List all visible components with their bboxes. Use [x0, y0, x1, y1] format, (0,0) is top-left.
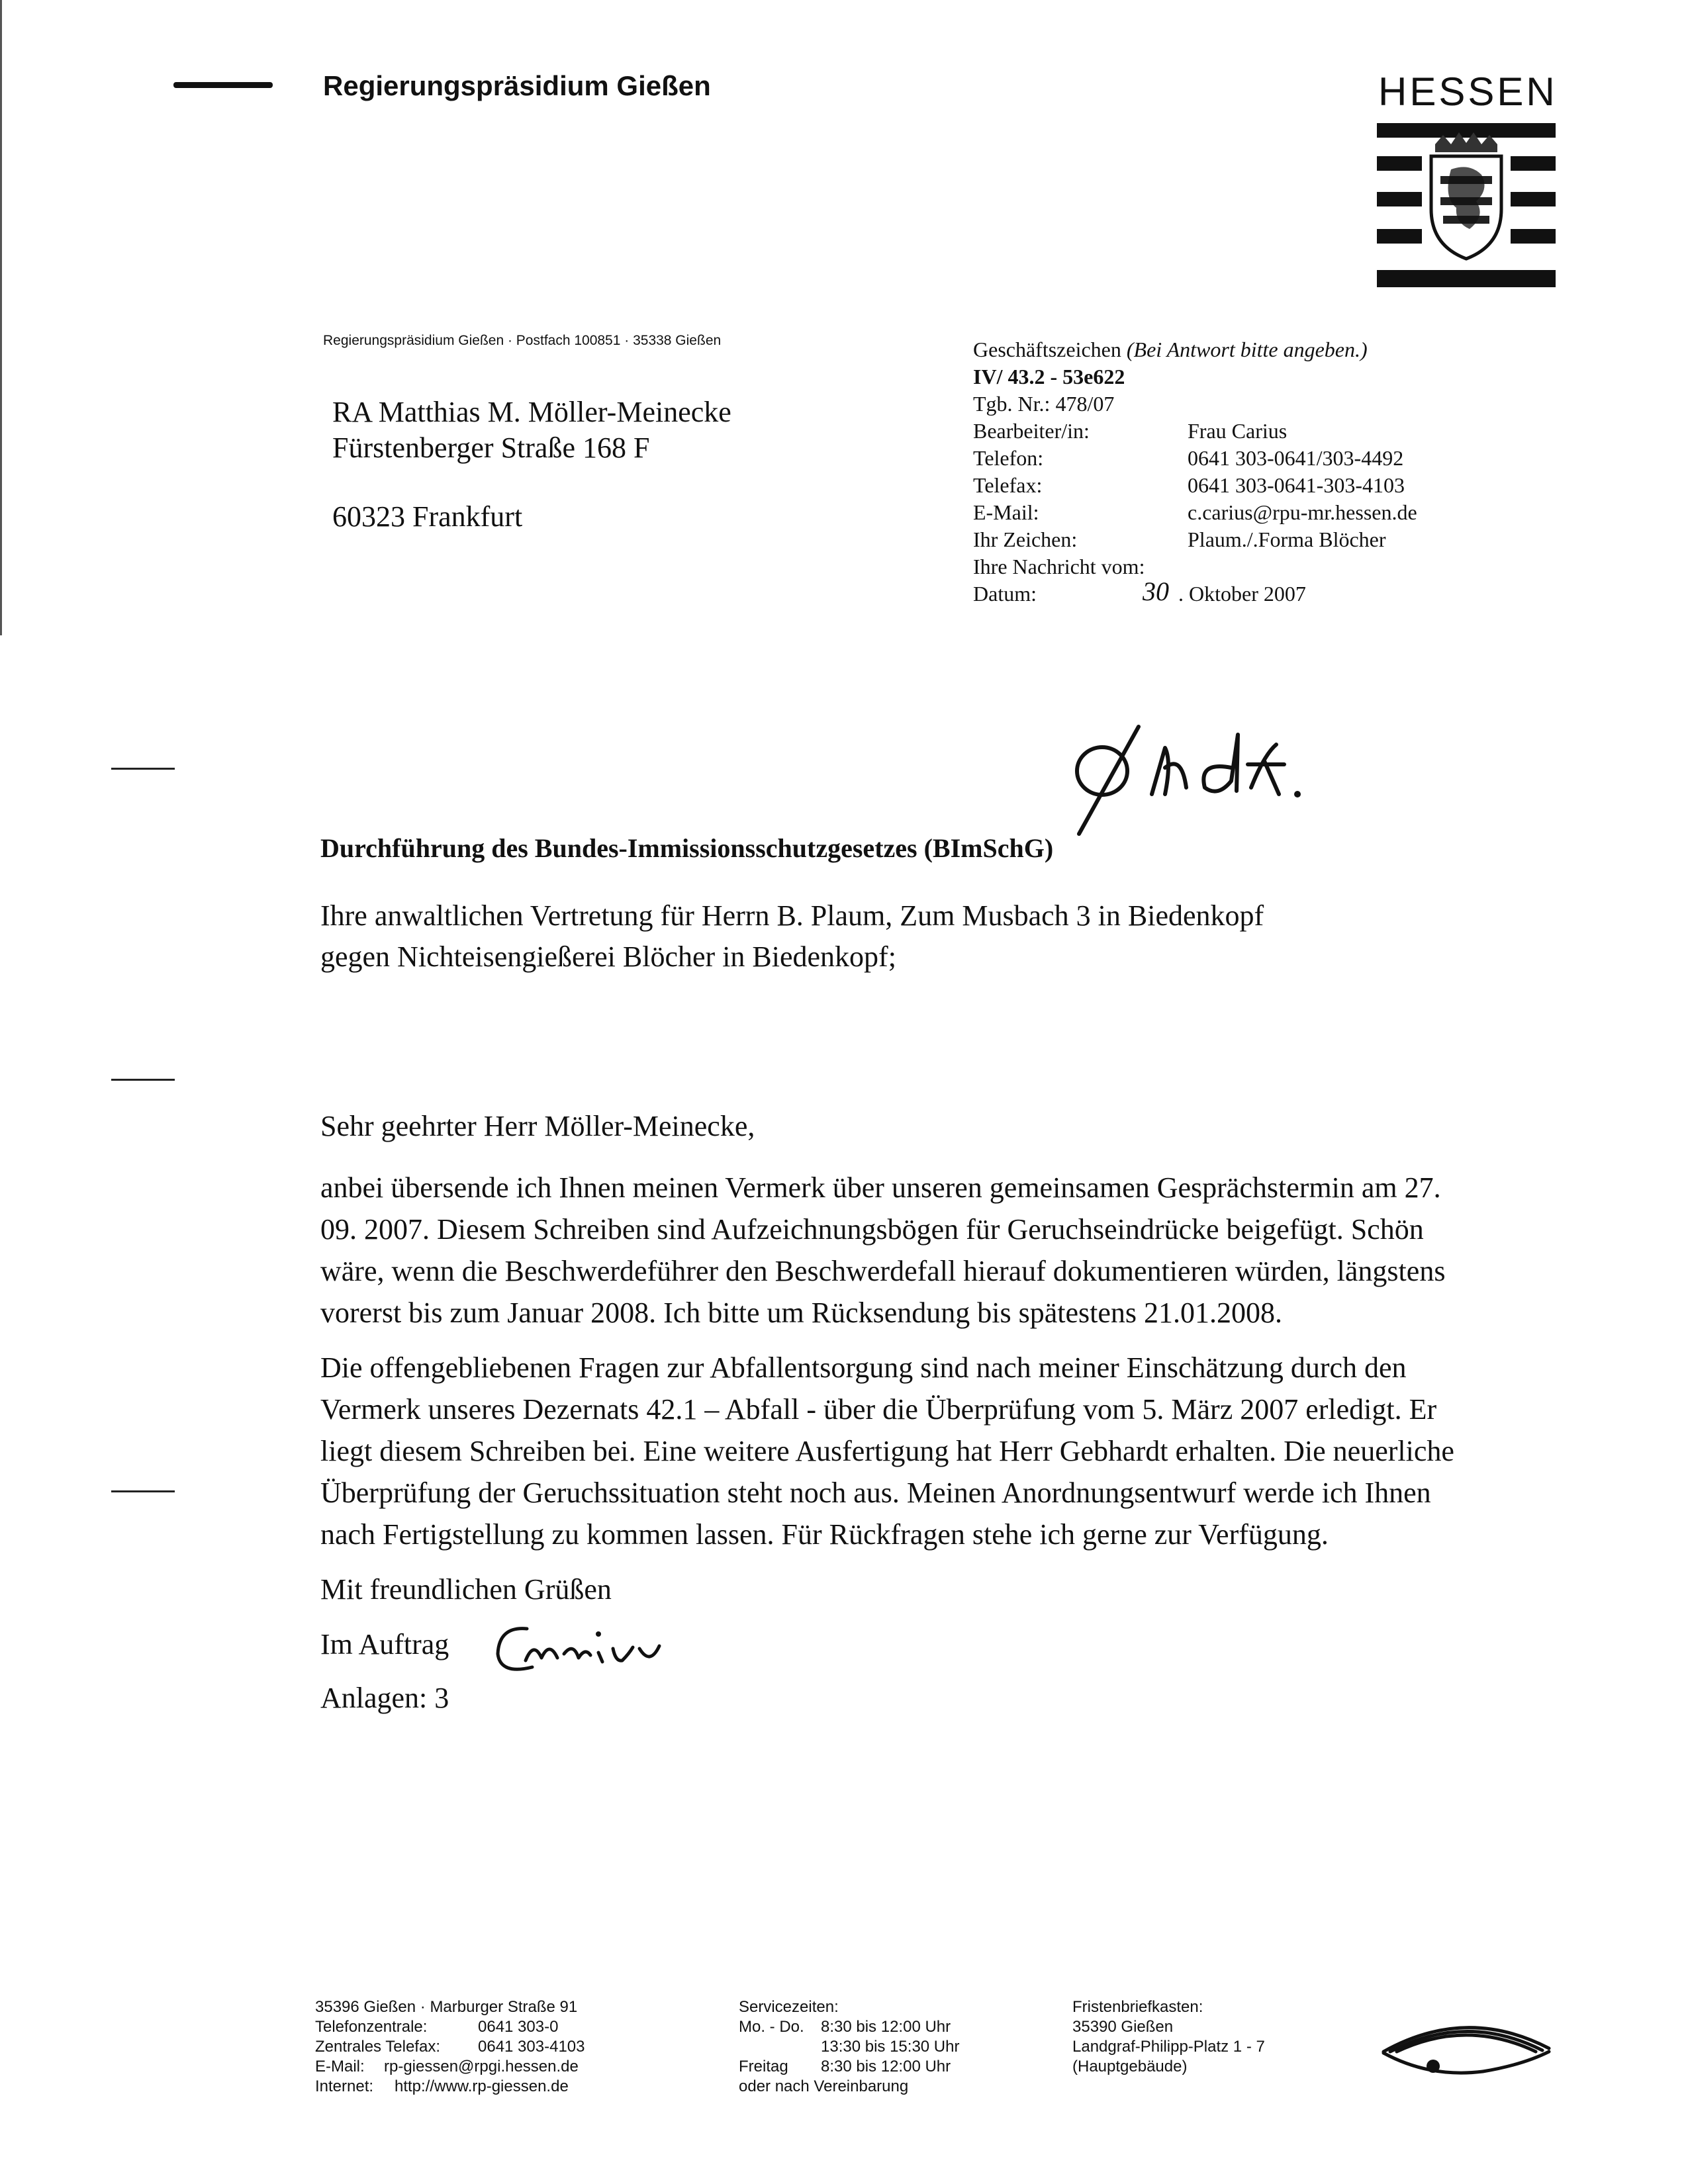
signature-row	[320, 1623, 1459, 1665]
date-row	[973, 576, 1635, 608]
reference-row-label: Ihre Nachricht vom:	[973, 555, 1145, 578]
body-paragraph: Die offengebliebenen Fragen zur Abfallentsorgung sind nach meiner Einschätzung durch den Vermerk unseres Dezernats 42.1 – Abfall - über die Überprüfung vom 5. März 2007 erledigt. Er liegt diesem Schreiben bei. Eine weitere Ausfertigung hat Herr Gebhardt erhalten. Die neuerliche Überprüfung der Geruchssituation steht noch aus. Meinen Anordnungsentwurf werde ich Ihnen nach Fertigstellung zu kommen lassen. Für Rückfragen stehe ich gerne zur Verfügung.	[320, 1351, 1454, 1551]
recipient-address	[332, 394, 731, 535]
service-note: oder nach Vereinbarung	[739, 2077, 909, 2095]
footer-contact-column	[315, 1997, 585, 2097]
date-month-year: . Oktober 2007	[1178, 582, 1306, 606]
footer-address: 35396 Gießen · Marburger Straße 91	[315, 1998, 578, 2016]
service-day: Freitag	[739, 2058, 788, 2075]
reference-hint: (Bei Antwort bitte angeben.)	[1126, 338, 1368, 361]
reference-row-label: Telefon:	[973, 446, 1044, 470]
return-address-line: Regierungspräsidium Gießen · Postfach 100851 · 35338 Gießen	[323, 333, 722, 348]
closing: Mit freundlichen Grüßen	[320, 1573, 612, 1606]
footer-contact-row	[315, 2037, 585, 2057]
service-day: Mo. - Do.	[739, 2018, 804, 2036]
footer-contact-value: 0641 303-0	[478, 2018, 559, 2036]
reference-row	[973, 472, 1635, 499]
hessen-eye-logo-icon	[1377, 2012, 1556, 2091]
date-day-handwritten: 30	[1143, 576, 1169, 606]
scan-edge-line	[0, 0, 2, 635]
fold-mark	[111, 1490, 175, 1492]
mailbox-city: 35390 Gießen	[1072, 2018, 1174, 2036]
footer-mailbox-column	[1072, 1997, 1265, 2077]
reference-row-value: 0641 303-0641-303-4103	[1188, 473, 1405, 497]
footer-contact-value: http://www.rp-giessen.de	[395, 2077, 569, 2095]
body-paragraph: anbei übersende ich Ihnen meinen Vermerk über unseren gemeinsamen Gesprächstermin am 27. 09. 2007. Diesem Schreiben sind Aufzeichnungsbögen für Geruchseindrücke beigefügt. Schön wäre, wenn die Beschwerdeführer den Beschwerdefall hierauf dokumentieren würden, längstens vorerst bis zum Januar 2008. Ich bitte um Rücksendung bis spätestens 21.01.2008.	[320, 1171, 1446, 1329]
recipient-name: RA Matthias M. Möller-Meinecke	[332, 396, 731, 428]
reference-row-label: E-Mail:	[973, 500, 1039, 524]
footer-contact-label: Telefonzentrale:	[315, 2018, 428, 2036]
footer-contact-value: 0641 303-4103	[478, 2038, 585, 2056]
state-name: HESSEN	[1378, 69, 1558, 114]
reference-row	[973, 445, 1635, 472]
reference-row-value: Frau Carius	[1188, 419, 1288, 443]
reference-row-label: Bearbeiter/in:	[973, 419, 1090, 443]
fold-mark	[111, 1079, 175, 1081]
footer-service-column	[739, 1997, 960, 2097]
case-line: Ihre anwaltlichen Vertretung für Herrn B. Plaum, Zum Musbach 3 in Biedenkopf	[320, 899, 1264, 932]
service-time: 8:30 bis 12:00 Uhr	[821, 2058, 951, 2075]
mailbox-title: Fristenbriefkasten:	[1072, 1998, 1203, 2016]
service-title: Servicezeiten:	[739, 1998, 839, 2016]
tgb-number: Tgb. Nr.: 478/07	[973, 392, 1115, 416]
footer-contact-label: E-Mail:	[315, 2058, 365, 2075]
service-row	[739, 2037, 960, 2057]
case-description	[320, 895, 1264, 978]
service-time: 8:30 bis 12:00 Uhr	[821, 2018, 951, 2036]
header-mark	[173, 82, 273, 88]
auftrag-label: Im Auftrag	[320, 1628, 449, 1661]
mailbox-street: Landgraf-Philipp-Platz 1 - 7	[1072, 2038, 1265, 2056]
footer-contact-row	[315, 2057, 577, 2077]
reference-row	[973, 418, 1635, 445]
letter-body	[320, 1105, 1459, 1719]
reference-block	[973, 336, 1635, 608]
recipient-street: Fürstenberger Straße 168 F	[332, 432, 650, 464]
authority-title: Regierungspräsidium Gießen	[323, 70, 711, 101]
reference-row-label: Telefax:	[973, 473, 1043, 497]
service-time: 13:30 bis 15:30 Uhr	[821, 2038, 960, 2056]
recipient-city: 60323 Frankfurt	[332, 500, 523, 533]
hessen-coat-of-arms-icon	[1377, 123, 1556, 291]
service-row	[739, 2017, 951, 2037]
reference-row	[973, 526, 1635, 553]
signature-carius	[486, 1614, 698, 1687]
reference-row	[973, 499, 1635, 526]
case-line: gegen Nichteisengießerei Blöcher in Biedenkopf;	[320, 940, 896, 973]
footer-contact-value: rp-giessen@rpgi.hessen.de	[384, 2058, 579, 2075]
date-label: Datum:	[973, 582, 1037, 606]
mailbox-building: (Hauptgebäude)	[1072, 2058, 1188, 2075]
footer-contact-label: Zentrales Telefax:	[315, 2038, 440, 2056]
reference-label-row	[973, 336, 1635, 363]
reference-number: IV/ 43.2 - 53e622	[973, 365, 1125, 388]
service-row	[739, 2057, 951, 2077]
reference-row	[973, 553, 1635, 580]
reference-label: Geschäftszeichen	[973, 338, 1121, 361]
reference-row-label: Ihr Zeichen:	[973, 527, 1078, 551]
footer-contact-row	[315, 2077, 577, 2097]
fold-mark	[111, 768, 175, 770]
reference-row-value: 0641 303-0641/303-4492	[1188, 446, 1404, 470]
handwritten-annotation-icon	[1066, 721, 1377, 841]
attachments: Anlagen: 3	[320, 1682, 449, 1714]
footer-contact-row	[315, 2017, 577, 2037]
footer-contact-label: Internet:	[315, 2077, 374, 2095]
reference-row-value: Plaum./.Forma Blöcher	[1188, 527, 1386, 551]
reference-row-value: c.carius@rpu-mr.hessen.de	[1188, 500, 1417, 524]
subject-line: Durchführung des Bundes-Immissionsschutzgesetzes (BImSchG)	[320, 833, 1054, 863]
salutation: Sehr geehrter Herr Möller-Meinecke,	[320, 1110, 755, 1142]
